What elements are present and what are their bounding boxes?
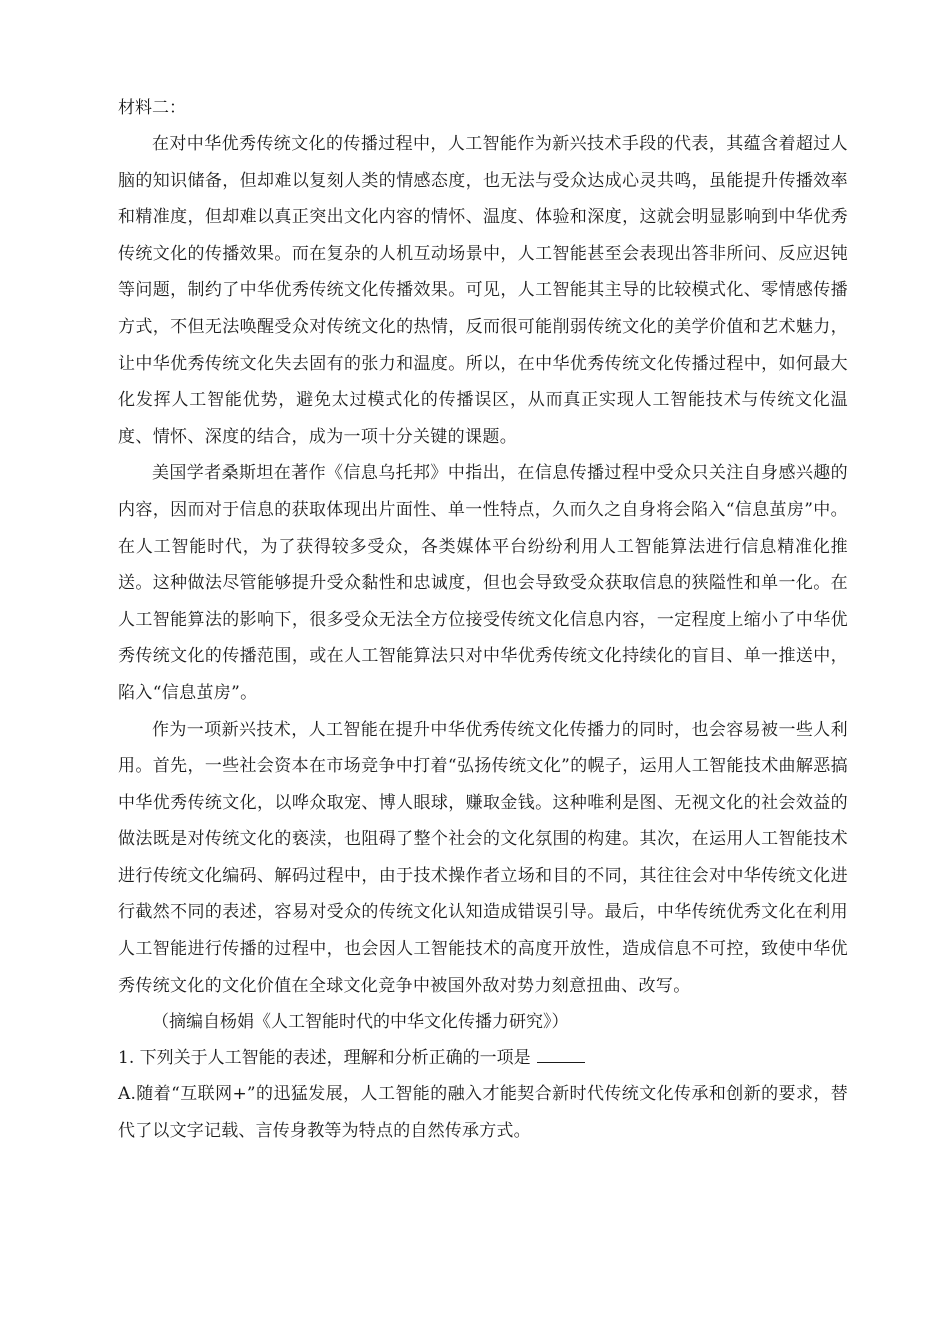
answer-blank [537, 1044, 585, 1063]
question-1 [118, 1040, 848, 1076]
material-heading: 材料二： [118, 98, 186, 118]
document-body [118, 90, 848, 1149]
source-citation: （摘编自杨娟《人工智能时代的中华文化传播力研究》） [152, 1012, 569, 1033]
option-a: A.随着“互联网+”的迅猛发展，人工智能的融入才能契合新时代传统文化传承和创新的要求，替代了以文字记载、言传身教等为特点的自然传承方式。 [118, 1084, 848, 1141]
question-1-text: 1. 下列关于人工智能的表述，理解和分析正确的一项是 [118, 1048, 531, 1069]
paragraph-3: 作为一项新兴技术，人工智能在提升中华优秀传统文化传播力的同时，也会容易被一些人利用。首先，一些社会资本在市场竞争中打着“弘扬传统文化”的幌子，运用人工智能技术曲解恶搞中华优秀传统文化，以哗众取宠、博人眼球，赚取金钱。这种唯利是图、无视文化的社会效益的做法既是对传统文化的亵渎，也阻碍了整个社会的文化氛围的构建。其次，在运用人工智能技术进行传统文化编码、解码过程中，由于技术操作者立场和目的不同，其往往会对中华传统文化进行截然不同的表述，容易对受众的传统文化认知造成错误引导。最后，中华传统优秀文化在利用人工智能进行传播的过程中，也会因人工智能技术的高度开放性，造成信息不可控，致使中华优秀传统文化的文化价值在全球文化竞争中被国外敌对势力刻意扭曲、改写。 [118, 719, 848, 996]
paragraph-2: 美国学者桑斯坦在著作《信息乌托邦》中指出，在信息传播过程中受众只关注自身感兴趣的内容，因而对于信息的获取体现出片面性、单一性特点，久而久之自身将会陷入“信息茧房”中。在人工智能时代，为了获得较多受众，各类媒体平台纷纷利用人工智能算法进行信息精准化推送。这种做法尽管能够提升受众黏性和忠诚度，但也会导致受众获取信息的狭隘性和单一化。在人工智能算法的影响下，很多受众无法全方位接受传统文化信息内容，一定程度上缩小了中华优秀传统文化的传播范围，或在人工智能算法只对中华优秀传统文化持续化的盲目、单一推送中，陷入“信息茧房”。 [118, 463, 848, 703]
paragraph-1: 在对中华优秀传统文化的传播过程中，人工智能作为新兴技术手段的代表，其蕴含着超过人脑的知识储备，但却难以复刻人类的情感态度，也无法与受众达成心灵共鸣，虽能提升传播效率和精准度，但却难以真正突出文化内容的情怀、温度、体验和深度，这就会明显影响到中华优秀传统文化的传播效果。而在复杂的人机互动场景中，人工智能甚至会表现出答非所问、反应迟钝等问题，制约了中华优秀传统文化传播效果。可见，人工智能其主导的比较模式化、零情感传播方式，不但无法唤醒受众对传统文化的热情，反而很可能削弱传统文化的美学价值和艺术魅力，让中华优秀传统文化失去固有的张力和温度。所以，在中华优秀传统文化传播过程中，如何最大化发挥人工智能优势，避免太过模式化的传播误区，从而真正实现人工智能技术与传统文化温度、情怀、深度的结合，成为一项十分关键的课题。 [118, 134, 848, 447]
